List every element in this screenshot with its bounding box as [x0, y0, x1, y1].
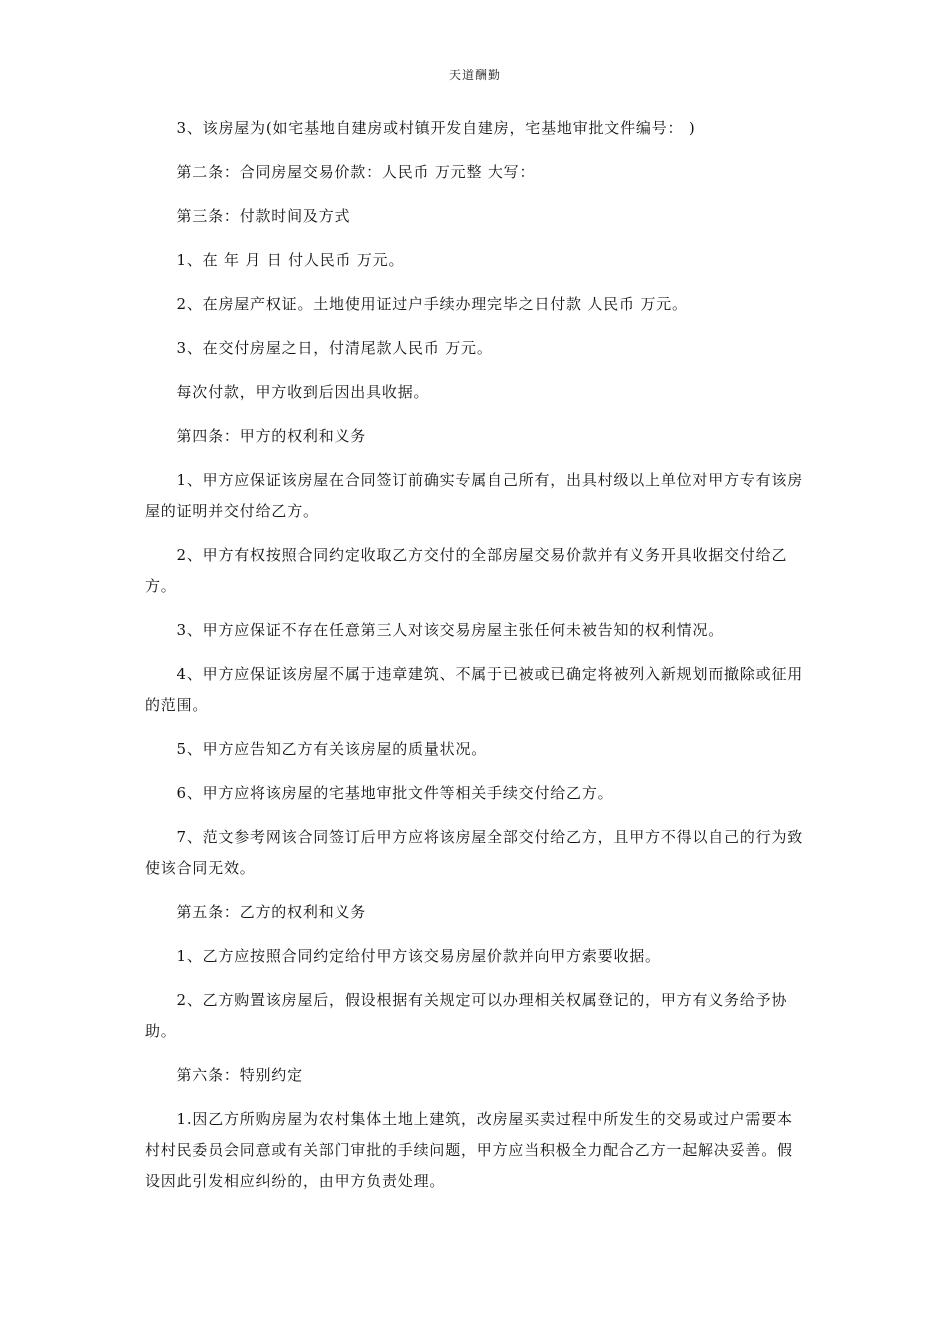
- page-header: 天道酬勤: [448, 68, 501, 82]
- paragraph: 2、甲方有权按照合同约定收取乙方交付的全部房屋交易价款并有义务开具收据交付给乙方。: [145, 546, 788, 595]
- section-heading: 第四条：甲方的权利和义务: [176, 427, 367, 445]
- paragraph: 1.因乙方所购房屋为农村集体土地上建筑，改房屋买卖过程中所发生的交易或过户需要本村村民委员会同意或有关部门审批的手续问题，甲方应当积极全力配合乙方一起解决妥善。假设因此引发相应纠纷的，由甲方负责处理。: [145, 1110, 793, 1190]
- paragraph: 1、在 年 月 日 付人民币 万元。: [176, 251, 405, 269]
- paragraph: 2、乙方购置该房屋后，假设根据有关规定可以办理相关权属登记的，甲方有义务给予协助。: [145, 991, 788, 1040]
- paragraph: 第二条：合同房屋交易价款：人民币 万元整 大写：: [176, 163, 536, 181]
- paragraph: 3、甲方应保证不存在任意第三人对该交易房屋主张任何未被告知的权利情况。: [176, 621, 725, 639]
- paragraph: 1、乙方应按照合同约定给付甲方该交易房屋价款并向甲方索要收据。: [176, 947, 661, 965]
- paragraph: 5、甲方应告知乙方有关该房屋的质量状况。: [176, 740, 488, 758]
- paragraph: 1、甲方应保证该房屋在合同签订前确实专属自己所有，出具村级以上单位对甲方专有该房屋的证明并交付给乙方。: [145, 471, 804, 520]
- paragraph: 2、在房屋产权证。土地使用证过户手续办理完毕之日付款 人民币 万元。: [176, 295, 688, 313]
- paragraph: 6、甲方应将该房屋的宅基地审批文件等相关手续交付给乙方。: [176, 784, 614, 802]
- section-heading: 第五条：乙方的权利和义务: [176, 903, 367, 921]
- section-heading: 第六条：特别约定: [176, 1066, 303, 1084]
- paragraph: 7、范文参考网该合同签订后甲方应将该房屋全部交付给乙方，且甲方不得以自己的行为致使该合同无效。: [145, 828, 804, 877]
- paragraph: 每次付款，甲方收到后因出具收据。: [176, 383, 430, 401]
- paragraph: 3、在交付房屋之日，付清尾款人民币 万元。: [176, 339, 493, 357]
- document-body: [145, 113, 805, 1210]
- paragraph: 3、该房屋为(如宅基地自建房或村镇开发自建房，宅基地审批文件编号： ): [176, 119, 696, 137]
- section-heading: 第三条：付款时间及方式: [176, 207, 351, 225]
- paragraph: 4、甲方应保证该房屋不属于违章建筑、不属于已被或已确定将被列入新规划而撤除或征用的范围。: [145, 665, 804, 714]
